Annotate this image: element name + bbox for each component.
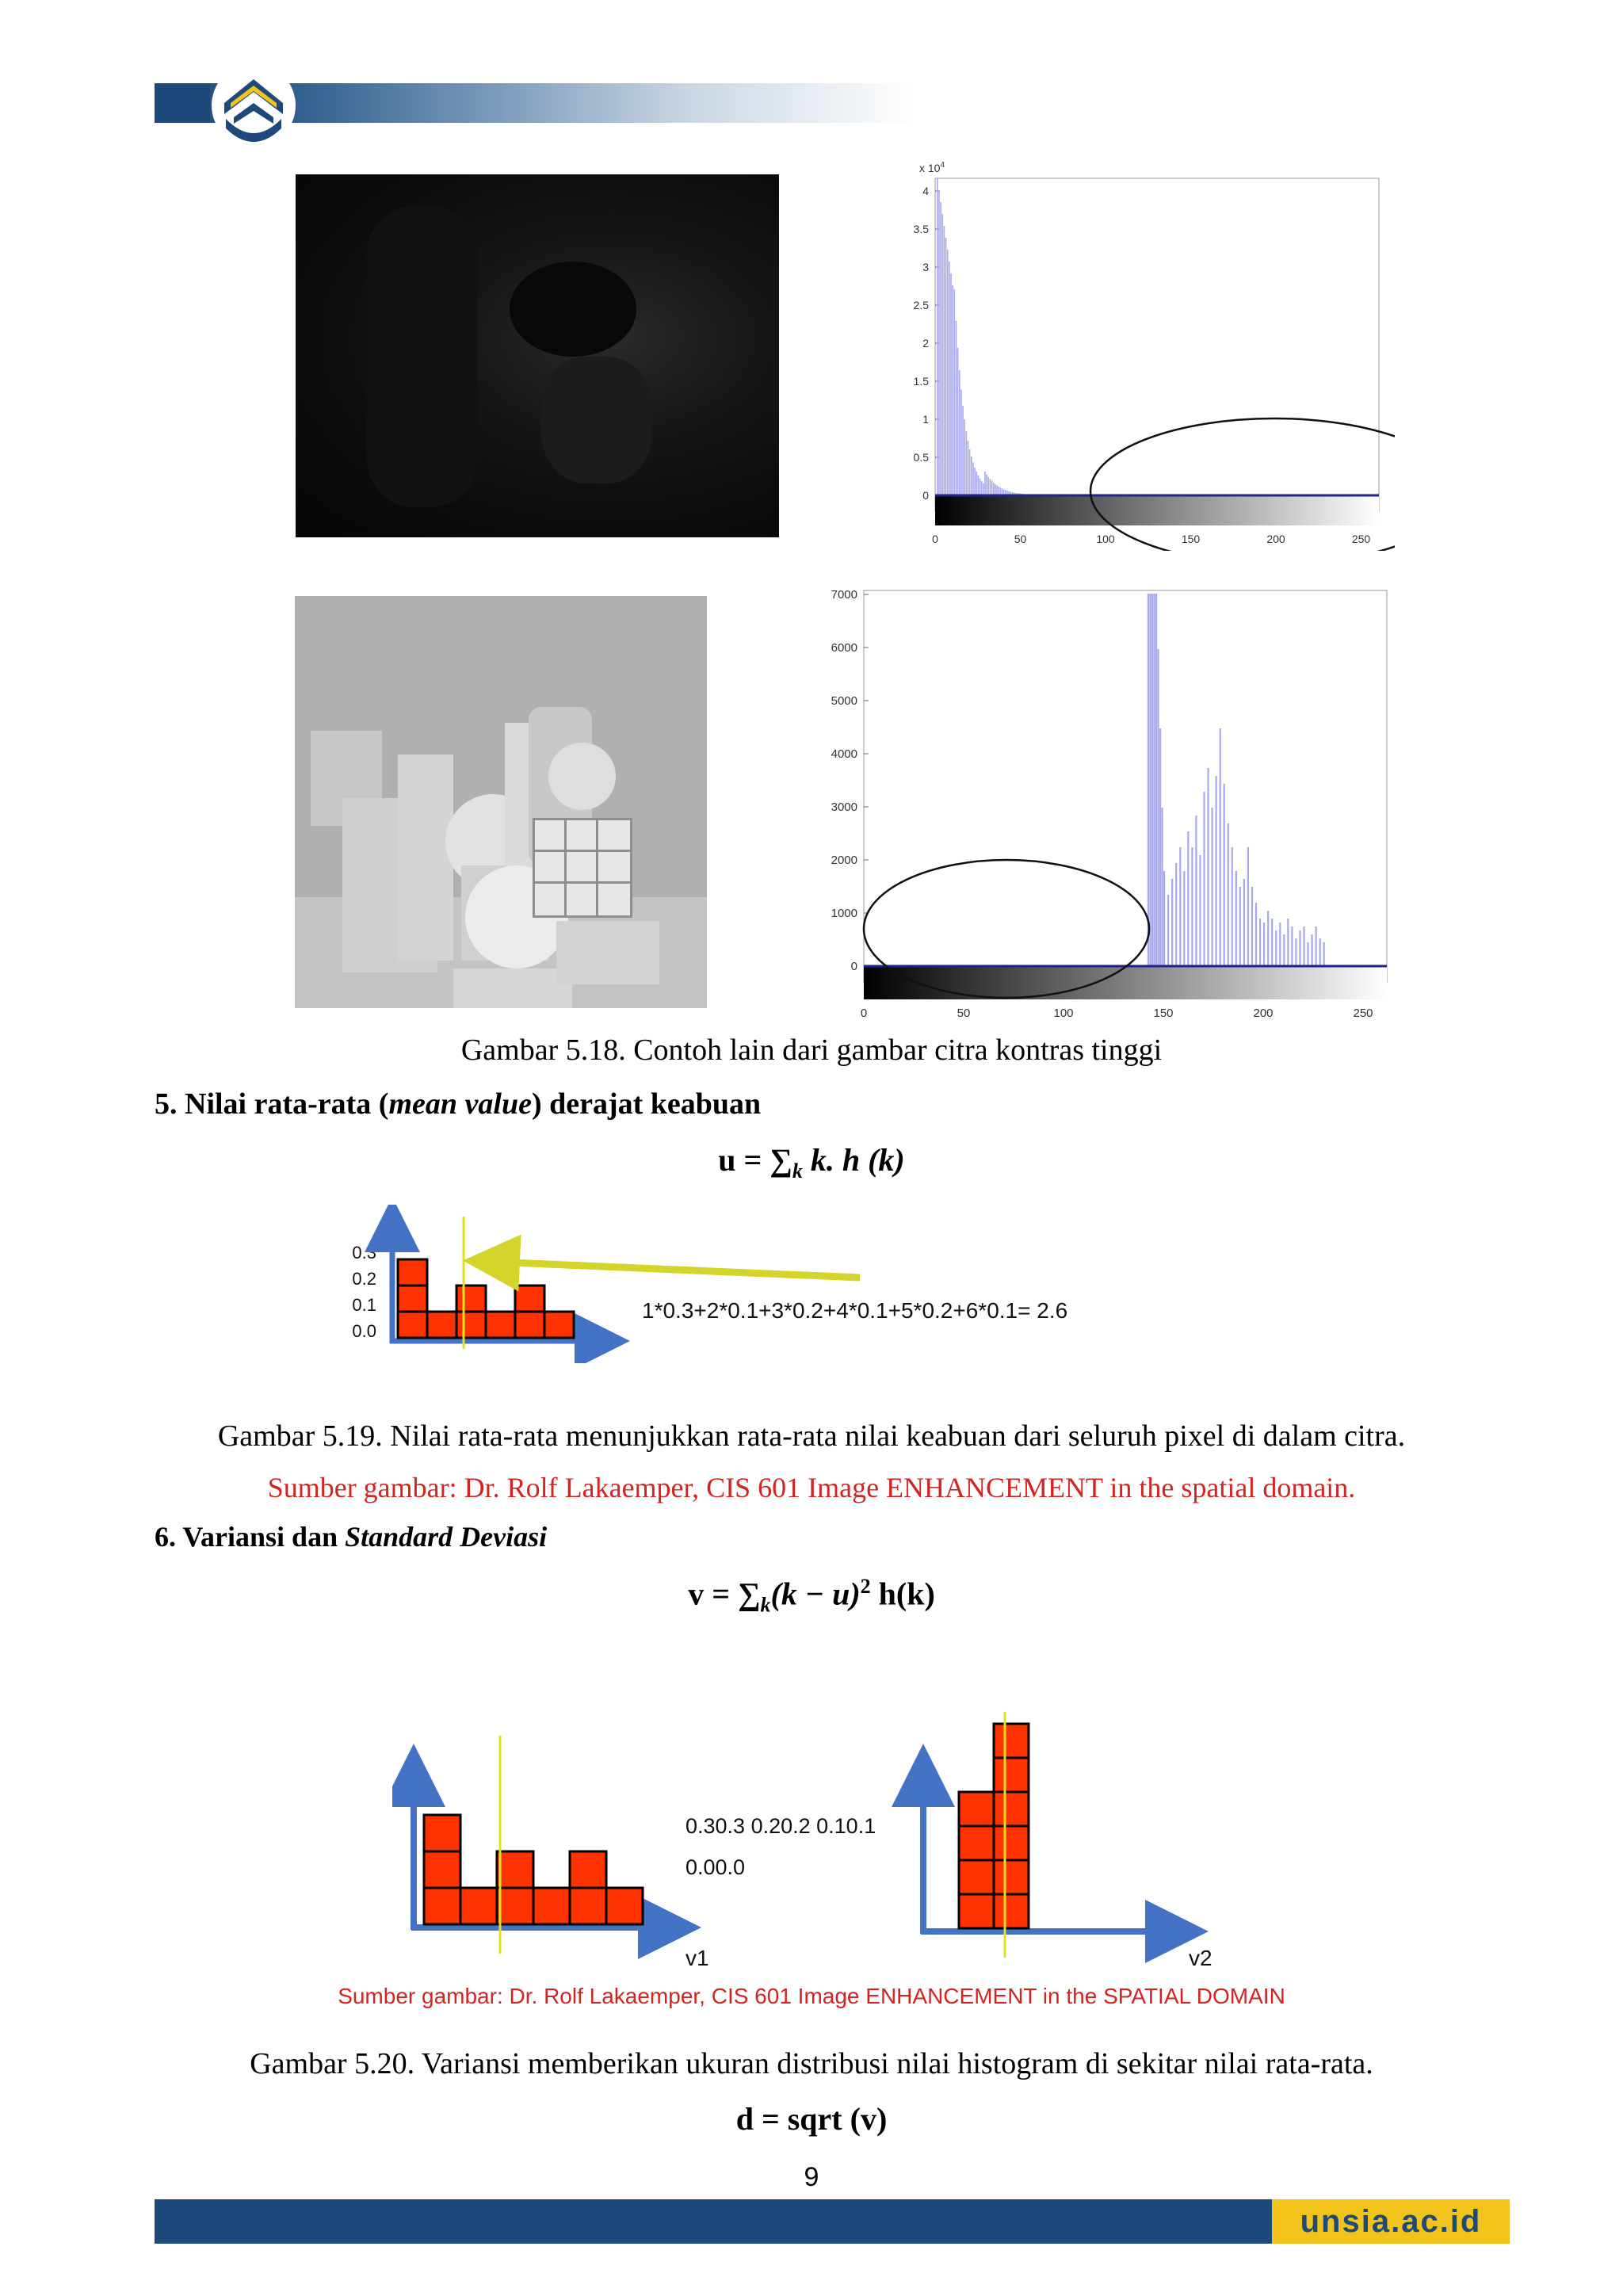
hist2-y-tick: 6000: [831, 641, 857, 655]
hist2-bar: [1255, 903, 1257, 966]
hist2-bar: [1171, 879, 1173, 966]
hist2-bar: [1303, 926, 1304, 966]
v1-bar-cell: [497, 1851, 533, 1888]
hist1-bar: [998, 487, 999, 495]
hist2-bar: [1283, 934, 1285, 966]
page-number: 9: [804, 2162, 819, 2192]
v1-bar-cell: [606, 1888, 643, 1924]
hist2-bar: [1243, 879, 1245, 966]
bright-low-contrast-image: [295, 596, 707, 1008]
hist2-bar: [1247, 847, 1249, 966]
hist2-bar: [1203, 792, 1205, 966]
hist2-bar: [1199, 855, 1201, 966]
hist1-x-tick: 250: [1351, 533, 1371, 545]
footer-site-badge: unsia.ac.id: [1272, 2199, 1510, 2244]
hist1-x-tick: 50: [1014, 533, 1027, 545]
hist1-y-tick: 2.5: [913, 299, 929, 311]
hist1-bar: [968, 441, 969, 495]
v2-bar-cell: [959, 1860, 994, 1894]
histogram-bright-image: [808, 583, 1395, 1022]
hist2-bar: [1183, 871, 1185, 966]
v2-bar-cell: [959, 1894, 994, 1928]
hist1-colorbar: [935, 495, 1379, 525]
hist2-x-tick: 50: [957, 1007, 971, 1020]
hist1-bar: [969, 449, 971, 495]
hist1-bar: [947, 250, 949, 495]
v2-bar-cell: [959, 1826, 994, 1860]
hist2-x-tick: 200: [1253, 1007, 1274, 1020]
hist1-bar: [978, 476, 980, 495]
hist2-y-tick: 7000: [831, 588, 857, 602]
figure-5-20-source: Sumber gambar: Dr. Rolf Lakaemper, CIS 601 Image ENHANCEMENT in the SPATIAL DOMAIN: [338, 1984, 1285, 2008]
hist1-x-tick: 200: [1266, 533, 1285, 545]
label-v1: v1: [685, 1946, 709, 1970]
hist1-x-tick: 0: [932, 533, 938, 545]
hist1-bar: [940, 202, 941, 495]
hist2-bar: [1232, 847, 1233, 966]
std-dev-formula: d = sqrt (v): [735, 2101, 888, 2137]
hist1-x-tick: 100: [1096, 533, 1115, 545]
hist1-bar: [971, 457, 972, 495]
hist1-bar: [995, 484, 996, 495]
section-5-heading: 5. Nilai rata-rata (mean value) derajat keabuan: [155, 1087, 762, 1121]
mean-y-label: 0.1: [352, 1295, 376, 1315]
hist1-y-tick: 0: [922, 489, 929, 502]
mean-calculation: 1*0.3+2*0.1+3*0.2+4*0.1+5*0.2+6*0.1= 2.6: [642, 1298, 1068, 1323]
hist2-bar: [1157, 649, 1159, 966]
hist1-x-tick: 150: [1181, 533, 1201, 545]
figure-5-19-caption: Gambar 5.19. Nilai rata-rata menunjukkan rata-rata nilai keabuan dari seluruh pixel di dalam citra.: [217, 1419, 1406, 1453]
section-6-heading: 6. Variansi dan Standard Deviasi: [155, 1521, 548, 1553]
hist1-y-tick: 3: [922, 261, 929, 273]
v1-bar-cell: [497, 1888, 533, 1924]
hist2-y-tick: 0: [850, 960, 857, 973]
hist2-bar: [1267, 911, 1269, 966]
mean-bar-cell: [398, 1286, 427, 1312]
hist2-x-tick: 100: [1053, 1007, 1074, 1020]
mean-y-label: 0.3: [352, 1243, 376, 1263]
hist2-bar: [1216, 776, 1217, 966]
hist1-bar: [941, 214, 943, 495]
hist2-bar: [1153, 594, 1155, 966]
hist1-bar: [988, 477, 990, 495]
v2-bar-cell: [994, 1758, 1029, 1792]
hist1-exponent: x $10^4$: [919, 161, 945, 174]
hist2-bar: [1151, 594, 1153, 966]
v2-bar-cell: [994, 1792, 1029, 1826]
hist1-bar: [966, 431, 968, 495]
label-v2: v2: [1189, 1946, 1212, 1970]
hist2-bar: [1291, 926, 1293, 966]
hist2-bar: [1287, 919, 1289, 966]
hist2-bar: [1259, 919, 1261, 966]
hist1-bar: [949, 262, 950, 495]
hist2-bar: [1175, 863, 1177, 966]
hist1-y-tick: 3.5: [913, 223, 929, 235]
mean-y-label: 0.2: [352, 1269, 376, 1289]
hist1-bar: [960, 390, 962, 495]
hist2-y-tick: 4000: [831, 747, 857, 761]
hist1-y-tick: 1: [922, 413, 929, 426]
figure-5-18-caption: Gambar 5.18. Contoh lain dari gambar citra kontras tinggi: [460, 1033, 1163, 1067]
hist2-bar: [1163, 871, 1165, 966]
hist2-bar: [1191, 847, 1193, 966]
hist1-bar: [986, 475, 987, 495]
hist2-y-tick: 2000: [831, 854, 857, 867]
hist1-bar: [959, 370, 960, 495]
v2-bar-cell: [994, 1894, 1029, 1928]
hist1-bar: [993, 483, 995, 495]
dark-low-contrast-image: [296, 174, 779, 537]
hist2-y-tick: 5000: [831, 694, 857, 708]
v2-bar-cell: [994, 1860, 1029, 1894]
hist1-bar: [996, 485, 998, 495]
hist2-bar: [1295, 938, 1296, 966]
v1-bar-cell: [570, 1851, 606, 1888]
hist1-bar: [944, 226, 945, 495]
mean-bar-cell: [398, 1259, 427, 1286]
hist2-y-tick: 1000: [831, 907, 857, 920]
hist2-x-tick: 0: [860, 1007, 868, 1020]
figure-5-20-caption: Gambar 5.20. Variansi memberikan ukuran distribusi nilai histogram di sekitar nilai rata-rata.: [250, 2047, 1373, 2080]
hist2-bar: [1207, 768, 1209, 966]
hist1-y-tick: 2: [922, 337, 929, 350]
hist2-bar: [1167, 895, 1169, 966]
hist1-y-tick: 4: [922, 185, 929, 197]
variance-formula: $v = \sum_k(k - u)^2$ h(k): [688, 1575, 935, 1617]
v1-bar-cell: [460, 1888, 497, 1924]
hist2-bar: [1179, 847, 1181, 966]
hist2-bar: [1316, 926, 1317, 966]
variance-diagram-text-2: 0.00.0: [685, 1855, 746, 1879]
mean-bar-cell: [515, 1286, 544, 1312]
hist1-bar: [964, 419, 965, 495]
v2-bar-cell: [994, 1724, 1029, 1758]
v1-bar-cell: [424, 1851, 460, 1888]
hist2-bar: [1239, 887, 1241, 966]
hist2-bar: [1159, 728, 1161, 966]
hist1-bar: [954, 289, 956, 495]
hist2-bar: [1251, 887, 1253, 966]
hist2-bar: [1161, 808, 1163, 966]
header-square: [155, 83, 210, 123]
hist2-bar: [1311, 934, 1312, 966]
v1-bar-cell: [570, 1888, 606, 1924]
hist1-y-tick: 0.5: [913, 451, 929, 464]
hist2-bar: [1307, 942, 1308, 966]
hist2-bar: [1220, 728, 1221, 966]
hist2-bar: [1263, 923, 1265, 966]
hist2-bar: [1323, 942, 1325, 966]
v1-bar-cell: [424, 1815, 460, 1851]
mean-bar-cell: [456, 1312, 486, 1338]
hist2-bar: [1279, 923, 1281, 966]
mean-y-label: 0.0: [352, 1321, 376, 1341]
hist1-bar: [980, 479, 981, 495]
hist1-bar: [984, 472, 986, 495]
hist1-bar: [976, 472, 977, 495]
hist1-bar: [972, 462, 974, 495]
hist2-x-tick: 250: [1353, 1007, 1373, 1020]
hist2-bar: [1187, 831, 1189, 966]
hist2-x-tick: 150: [1153, 1007, 1174, 1020]
hist2-bar: [1271, 919, 1273, 966]
hist1-bar: [937, 178, 938, 495]
hist2-bar: [1319, 938, 1321, 966]
v2-bar-cell: [994, 1826, 1029, 1860]
hist1-bar: [983, 483, 984, 495]
mean-bar-cell: [427, 1312, 456, 1338]
hist2-bar: [1299, 930, 1300, 966]
v1-bar-cell: [424, 1888, 460, 1924]
mean-bar-cell: [398, 1312, 427, 1338]
hist1-bar: [991, 481, 993, 495]
hist2-colorbar: [864, 966, 1387, 999]
unsia-logo: [210, 62, 297, 149]
hist1-bar: [950, 273, 952, 495]
hist1-bar: [981, 481, 983, 495]
variance-diagram-text-1: 0.30.3 0.20.2 0.10.1: [685, 1814, 876, 1838]
hist2-y-tick: 3000: [831, 800, 857, 814]
hist2-bar: [1195, 816, 1197, 966]
mean-bar-cell: [486, 1312, 515, 1338]
footer-bar: [155, 2199, 1272, 2244]
hist1-bar: [962, 406, 964, 495]
hist1-y-tick: 1.5: [913, 375, 929, 388]
hist1-highlight-ellipse: [1090, 418, 1395, 551]
hist2-bar: [1275, 930, 1277, 966]
hist2-bar: [1228, 823, 1229, 966]
hist2-bar: [1155, 594, 1157, 966]
hist2-bar: [1148, 594, 1149, 966]
hist1-bar: [957, 348, 959, 495]
v2-bar-cell: [959, 1792, 994, 1826]
histogram-dark-image: [888, 155, 1395, 551]
mean-bar-cell: [544, 1312, 574, 1338]
hist2-bar: [1211, 808, 1212, 966]
figure-5-19-source: Sumber gambar: Dr. Rolf Lakaemper, CIS 601 Image ENHANCEMENT in the spatial domain.: [267, 1472, 1356, 1503]
v1-bar-cell: [533, 1888, 570, 1924]
hist1-bar: [938, 190, 940, 495]
hist2-bar: [1149, 594, 1151, 966]
hist1-bar: [974, 468, 976, 495]
mean-bar-cell: [515, 1312, 544, 1338]
hist2-bar: [1235, 871, 1237, 966]
mean-pointer-arrow: [491, 1262, 860, 1278]
mean-bar-cell: [456, 1286, 486, 1312]
mean-formula: $u = \sum_k$ k. h (k): [718, 1142, 905, 1182]
hist1-bar: [945, 238, 947, 495]
hist1-bar: [952, 285, 953, 495]
variance-diagram: [392, 1704, 1264, 1981]
hist1-bar: [956, 321, 957, 495]
mean-diagram: [341, 1205, 1197, 1363]
hist2-bar: [1224, 784, 1225, 966]
hist1-bar: [990, 479, 991, 495]
